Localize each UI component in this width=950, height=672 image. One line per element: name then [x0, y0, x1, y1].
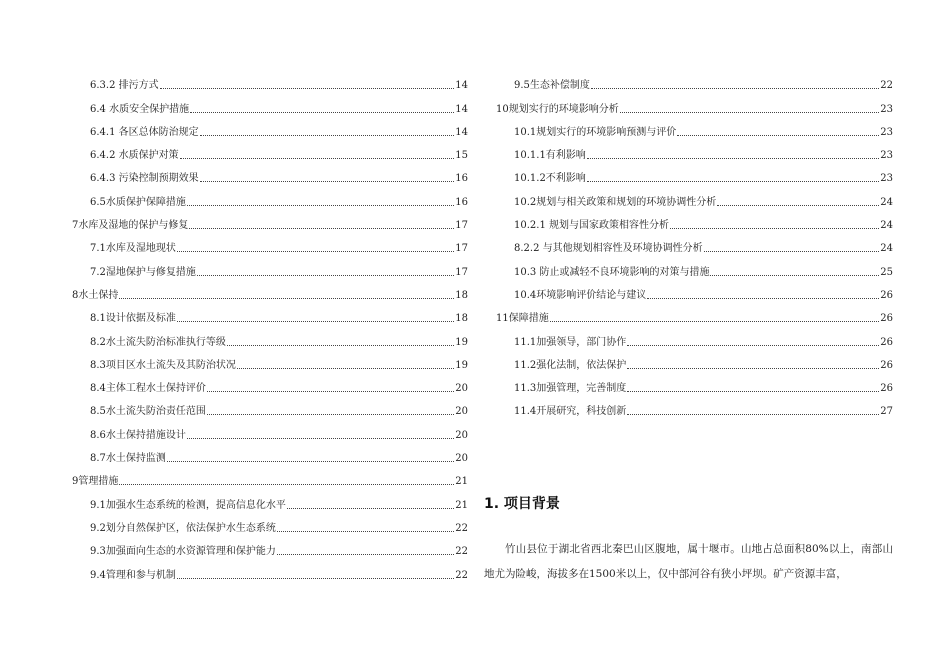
toc-dot-leader	[227, 345, 454, 346]
toc-entry-page: 17	[455, 220, 468, 232]
toc-entry-page: 17	[455, 266, 468, 278]
toc-entry-title: 7水库及湿地的保护与修复	[72, 220, 189, 232]
toc-dot-leader	[180, 158, 455, 159]
toc-entry[interactable]	[72, 442, 468, 465]
toc-entry-page: 27	[880, 406, 893, 418]
toc-entry-title: 11.3加强管理，完善制度	[514, 383, 627, 395]
toc-entry-page: 22	[455, 569, 468, 581]
toc-entry-page: 20	[455, 406, 468, 418]
toc-entry-page: 20	[455, 429, 468, 441]
toc-entry-page: 20	[455, 453, 468, 465]
toc-entry[interactable]	[72, 92, 468, 115]
toc-entry-page: 18	[455, 313, 468, 325]
toc-dot-leader	[207, 391, 454, 392]
toc-entry-title: 8.5水土流失防治责任范围	[90, 406, 206, 418]
toc-entry-title: 6.5水质保护保障措施	[90, 196, 186, 208]
toc-entry-title: 11.2强化法制，依法保护	[514, 359, 627, 371]
toc-entry-page: 26	[880, 359, 893, 371]
toc-dot-leader	[627, 368, 879, 369]
toc-entry-page: 24	[880, 196, 893, 208]
toc-entry[interactable]	[496, 255, 893, 278]
toc-dot-leader	[207, 414, 454, 415]
toc-dot-leader	[620, 112, 880, 113]
toc-entry-page: 22	[455, 522, 468, 534]
toc-entry-page: 21	[455, 499, 468, 511]
toc-entry[interactable]	[72, 488, 468, 511]
toc-entry-title: 11保障措施	[496, 313, 549, 325]
toc-entry[interactable]	[72, 162, 468, 185]
toc-entry-title: 7.2湿地保护与修复措施	[90, 266, 196, 278]
toc-entry-title: 10.3 防止或减轻不良环境影响的对策与措施	[514, 266, 710, 278]
toc-entry-page: 24	[880, 243, 893, 255]
toc-entry[interactable]	[72, 279, 468, 302]
toc-entry-page: 26	[880, 289, 893, 301]
toc-entry[interactable]	[72, 535, 468, 558]
toc-entry[interactable]	[496, 162, 893, 185]
toc-entry-title: 10.4环境影响评价结论与建议	[514, 289, 647, 301]
toc-entry[interactable]	[496, 116, 893, 139]
toc-dot-leader	[591, 88, 879, 89]
toc-entry-page: 25	[880, 266, 893, 278]
toc-entry[interactable]	[72, 116, 468, 139]
toc-entry[interactable]	[72, 512, 468, 535]
toc-entry-page: 19	[455, 359, 468, 371]
toc-entry-title: 7.1水库及湿地现状	[90, 243, 176, 255]
toc-dot-leader	[627, 345, 879, 346]
toc-entry-title: 6.3.2 排污方式	[90, 80, 159, 92]
toc-entry-title: 11.4开展研究，科技创新	[514, 406, 627, 418]
toc-entry-page: 23	[880, 103, 893, 115]
toc-entry[interactable]	[496, 372, 893, 395]
toc-dot-leader	[187, 438, 454, 439]
toc-entry-page: 23	[880, 173, 893, 185]
toc-entry-title: 8水土保持	[72, 289, 119, 301]
toc-entry[interactable]	[72, 418, 468, 441]
toc-dot-leader	[717, 205, 879, 206]
toc-entry-title: 8.4主体工程水土保持评价	[90, 383, 206, 395]
toc-entry-page: 24	[880, 220, 893, 232]
toc-entry-title: 6.4.3 污染控制预期效果	[90, 173, 199, 185]
toc-entry-title: 8.2.2 与其他规划相容性及环境协调性分析	[514, 243, 703, 255]
toc-entry[interactable]	[496, 302, 893, 325]
toc-entry-title: 9管理措施	[72, 476, 119, 488]
toc-dot-leader	[287, 508, 454, 509]
toc-dot-leader	[550, 321, 880, 322]
toc-dot-leader	[160, 88, 455, 89]
toc-entry-title: 8.6水土保持措施设计	[90, 429, 186, 441]
toc-entry-page: 20	[455, 383, 468, 395]
toc-dot-leader	[587, 181, 879, 182]
toc-entry[interactable]	[72, 69, 468, 92]
toc-entry[interactable]	[72, 139, 468, 162]
toc-left-column	[72, 69, 468, 582]
toc-entry[interactable]	[72, 465, 468, 488]
toc-entry-page: 26	[880, 336, 893, 348]
toc-entry-page: 22	[880, 80, 893, 92]
toc-entry-title: 8.3项目区水土流失及其防治状况	[90, 359, 236, 371]
toc-entry-page: 17	[455, 243, 468, 255]
toc-entry-page: 23	[880, 150, 893, 162]
toc-entry-title: 8.1设计依据及标准	[90, 313, 176, 325]
toc-entry[interactable]	[496, 325, 893, 348]
toc-entry-page: 23	[880, 126, 893, 138]
toc-entry[interactable]	[496, 139, 893, 162]
toc-entry[interactable]	[72, 349, 468, 372]
toc-dot-leader	[587, 158, 879, 159]
toc-dot-leader	[167, 461, 454, 462]
toc-entry[interactable]	[72, 255, 468, 278]
section-heading: 1. 项目背景	[484, 496, 560, 512]
toc-entry-page: 15	[455, 150, 468, 162]
toc-entry-title: 11.1加强领导，部门协作	[514, 336, 627, 348]
toc-dot-leader	[177, 321, 454, 322]
toc-dot-leader	[710, 275, 879, 276]
toc-entry-title: 9.2划分自然保护区，依法保护水生态系统	[90, 522, 276, 534]
toc-dot-leader	[237, 368, 454, 369]
toc-dot-leader	[200, 135, 455, 136]
toc-entry[interactable]	[72, 395, 468, 418]
toc-entry-title: 9.3加强面向生态的水资源管理和保护能力	[90, 546, 276, 558]
toc-dot-leader	[627, 391, 879, 392]
toc-entry-title: 9.5生态补偿制度	[514, 80, 590, 92]
toc-entry[interactable]	[72, 209, 468, 232]
toc-entry-title: 10.1.1有利影响	[514, 150, 586, 162]
toc-entry-page: 21	[455, 476, 468, 488]
toc-entry-title: 10.2.1 规划与国家政策相容性分析	[514, 220, 669, 232]
toc-entry-title: 6.4.1 各区总体防治规定	[90, 126, 199, 138]
toc-dot-leader	[177, 578, 454, 579]
toc-entry[interactable]	[496, 69, 893, 92]
toc-entry-page: 16	[455, 173, 468, 185]
toc-entry-page: 14	[455, 103, 468, 115]
toc-entry-title: 10.2规划与相关政策和规划的环境协调性分析	[514, 196, 717, 208]
toc-entry-page: 18	[455, 289, 468, 301]
toc-dot-leader	[704, 251, 880, 252]
toc-dot-leader	[277, 531, 454, 532]
toc-entry[interactable]	[496, 349, 893, 372]
toc-entry[interactable]	[496, 92, 893, 115]
toc-entry[interactable]	[72, 325, 468, 348]
toc-entry-page: 26	[880, 313, 893, 325]
toc-dot-leader	[189, 228, 454, 229]
toc-right-column	[496, 69, 893, 418]
toc-dot-leader	[119, 298, 454, 299]
toc-entry[interactable]	[496, 232, 893, 255]
toc-entry-title: 9.1加强水生态系统的检测，提高信息化水平	[90, 499, 286, 511]
toc-dot-leader	[190, 112, 454, 113]
toc-dot-leader	[187, 205, 454, 206]
body-paragraph: 竹山县位于湖北省西北秦巴山区腹地，属十堰市。山地占总面积80%以上，南部山地尤为险峻，海拔多在1500米以上，仅中部河谷有狭小坪坝。矿产资源丰富，	[484, 543, 893, 580]
toc-entry-title: 6.4.2 水质保护对策	[90, 150, 179, 162]
toc-entry[interactable]	[72, 185, 468, 208]
toc-entry-title: 10规划实行的环境影响分析	[496, 103, 619, 115]
toc-dot-leader	[119, 484, 454, 485]
toc-dot-leader	[677, 135, 879, 136]
toc-dot-leader	[670, 228, 879, 229]
toc-entry[interactable]	[496, 395, 893, 418]
toc-entry[interactable]	[72, 558, 468, 581]
toc-entry-title: 8.2水土流失防治标准执行等级	[90, 336, 226, 348]
toc-entry-title: 6.4 水质安全保护措施	[90, 103, 190, 115]
toc-dot-leader	[627, 414, 879, 415]
toc-entry-page: 16	[455, 196, 468, 208]
toc-entry-title: 10.1.2不利影响	[514, 173, 586, 185]
toc-entry-title: 9.4管理和参与机制	[90, 569, 176, 581]
toc-entry[interactable]	[496, 209, 893, 232]
toc-dot-leader	[197, 275, 454, 276]
toc-dot-leader	[200, 181, 455, 182]
toc-entry-page: 19	[455, 336, 468, 348]
toc-entry-page: 22	[455, 546, 468, 558]
toc-entry-page: 14	[455, 80, 468, 92]
toc-entry[interactable]	[496, 279, 893, 302]
toc-entry-title: 8.7水土保持监测	[90, 453, 166, 465]
toc-dot-leader	[177, 251, 454, 252]
toc-entry[interactable]	[496, 185, 893, 208]
toc-entry-title: 10.1规划实行的环境影响预测与评价	[514, 126, 677, 138]
toc-dot-leader	[647, 298, 879, 299]
toc-entry-page: 14	[455, 126, 468, 138]
toc-entry[interactable]	[72, 232, 468, 255]
toc-dot-leader	[277, 554, 454, 555]
toc-entry-page: 26	[880, 383, 893, 395]
toc-entry[interactable]	[72, 372, 468, 395]
toc-entry[interactable]	[72, 302, 468, 325]
